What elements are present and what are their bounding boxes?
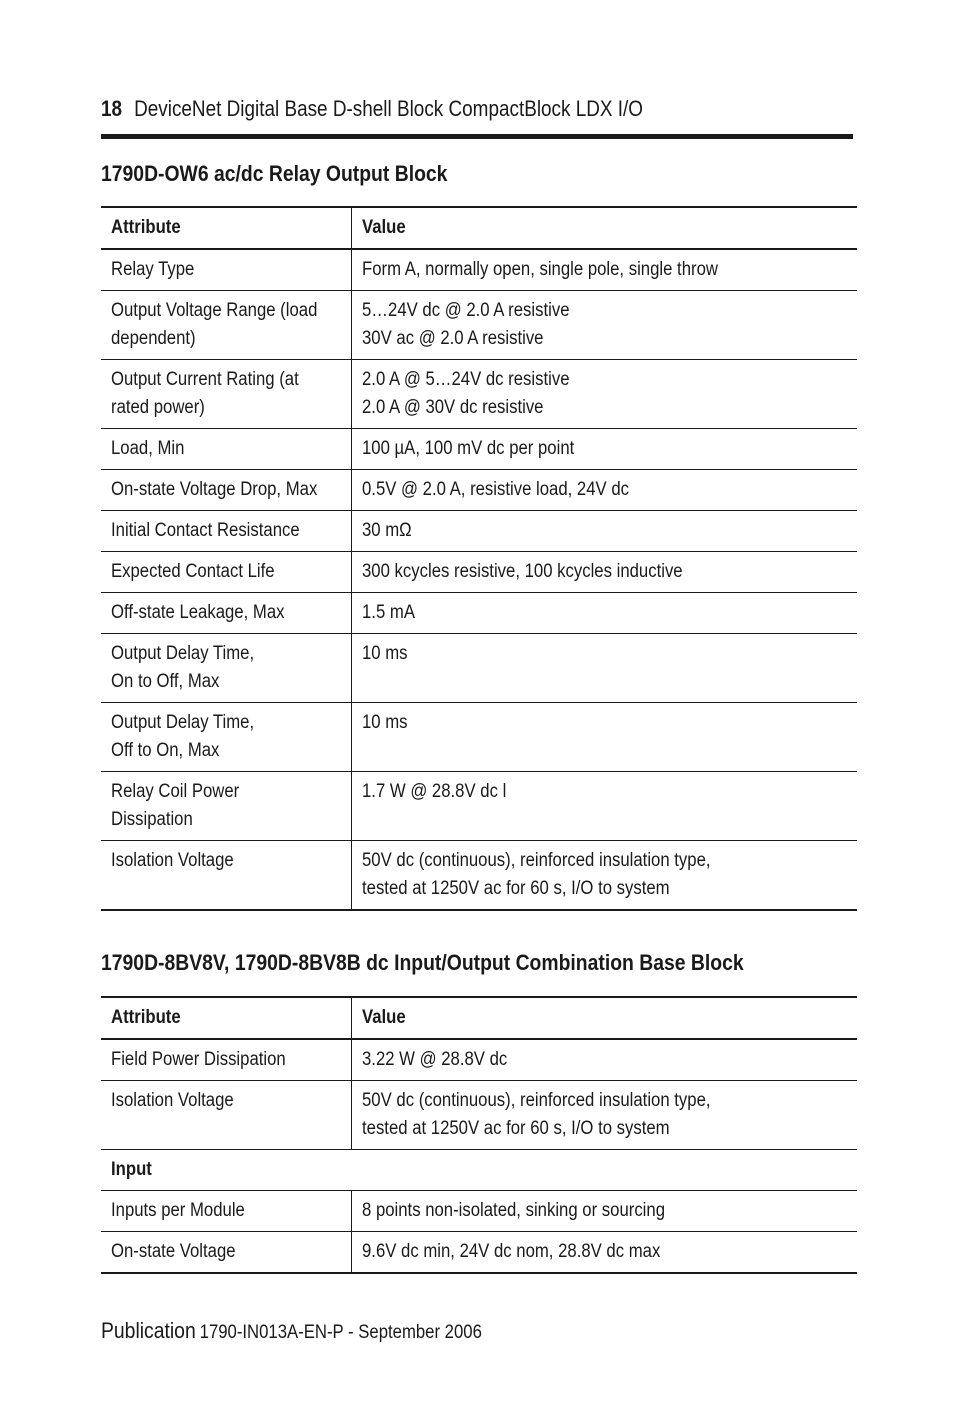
value-cell: Form A, normally open, single pole, single throw: [351, 249, 857, 291]
table-row: [101, 1081, 857, 1150]
spec-table-relay-output: [101, 206, 857, 911]
value-cell: 300 kcycles resistive, 100 kcycles inductive: [351, 552, 857, 593]
attribute-cell: Expected Contact Life: [101, 552, 351, 593]
table-header-row: [101, 207, 857, 249]
attribute-cell: On-state Voltage Drop, Max: [101, 470, 351, 511]
attribute-cell: Load, Min: [101, 429, 351, 470]
table-row: [101, 1191, 857, 1232]
value-cell: 5…24V dc @ 2.0 A resistive 30V ac @ 2.0 A resistive: [351, 291, 857, 360]
table-row: [101, 511, 857, 552]
value-cell: 10 ms: [351, 634, 857, 703]
value-cell: 50V dc (continuous), reinforced insulation type, tested at 1250V ac for 60 s, I/O to system: [351, 841, 857, 911]
attribute-cell: Relay Type: [101, 249, 351, 291]
page-number: 18: [101, 96, 123, 121]
value-cell: 1.7 W @ 28.8V dc l: [351, 772, 857, 841]
value-cell: 9.6V dc min, 24V dc nom, 28.8V dc max: [351, 1232, 857, 1274]
attribute-cell: Isolation Voltage: [101, 1081, 351, 1150]
attribute-cell: Output Delay Time, Off to On, Max: [101, 703, 351, 772]
section-title-relay-output: 1790D-OW6 ac/dc Relay Output Block: [101, 161, 448, 186]
attribute-cell: Output Voltage Range (load dependent): [101, 291, 351, 360]
table-row: [101, 360, 857, 429]
table-group-row-input: [101, 1150, 857, 1191]
table-row: [101, 291, 857, 360]
table-row: [101, 552, 857, 593]
page-footer: [101, 1318, 482, 1344]
table-row: [101, 593, 857, 634]
attribute-cell: Output Current Rating (at rated power): [101, 360, 351, 429]
attribute-cell: Initial Contact Resistance: [101, 511, 351, 552]
value-cell: 50V dc (continuous), reinforced insulation type, tested at 1250V ac for 60 s, I/O to system: [351, 1081, 857, 1150]
table-row: [101, 841, 857, 911]
attribute-cell: Off-state Leakage, Max: [101, 593, 351, 634]
group-label: Input: [101, 1150, 857, 1191]
header-rule: [101, 134, 853, 139]
table-row: [101, 772, 857, 841]
value-cell: 0.5V @ 2.0 A, resistive load, 24V dc: [351, 470, 857, 511]
table-row: [101, 634, 857, 703]
table-row: [101, 703, 857, 772]
page-header: [101, 94, 748, 124]
publication-number: 1790-IN013A-EN-P - September 2006: [199, 1322, 482, 1343]
value-cell: 100 µA, 100 mV dc per point: [351, 429, 857, 470]
attribute-cell: On-state Voltage: [101, 1232, 351, 1274]
value-cell: 10 ms: [351, 703, 857, 772]
column-header-value: Value: [351, 207, 857, 249]
column-header-attribute: Attribute: [101, 997, 351, 1039]
spec-table-io-combination: [101, 996, 857, 1274]
value-cell: 8 points non-isolated, sinking or sourcing: [351, 1191, 857, 1232]
table-header-row: [101, 997, 857, 1039]
table-row: [101, 470, 857, 511]
table-row: [101, 1039, 857, 1081]
value-cell: 3.22 W @ 28.8V dc: [351, 1039, 857, 1081]
table-row: [101, 249, 857, 291]
attribute-cell: Isolation Voltage: [101, 841, 351, 911]
column-header-value: Value: [351, 997, 857, 1039]
document-title: DeviceNet Digital Base D-shell Block CompactBlock LDX I/O: [134, 96, 644, 121]
value-cell: 30 mΩ: [351, 511, 857, 552]
attribute-cell: Field Power Dissipation: [101, 1039, 351, 1081]
value-cell: 1.5 mA: [351, 593, 857, 634]
column-header-attribute: Attribute: [101, 207, 351, 249]
attribute-cell: Inputs per Module: [101, 1191, 351, 1232]
footer-label: Publication: [101, 1318, 196, 1343]
table-row: [101, 1232, 857, 1274]
value-cell: 2.0 A @ 5…24V dc resistive 2.0 A @ 30V dc resistive: [351, 360, 857, 429]
attribute-cell: Relay Coil Power Dissipation: [101, 772, 351, 841]
section-title-io-combination: 1790D-8BV8V, 1790D-8BV8B dc Input/Output Combination Base Block: [101, 950, 744, 975]
table-row: [101, 429, 857, 470]
attribute-cell: Output Delay Time, On to Off, Max: [101, 634, 351, 703]
